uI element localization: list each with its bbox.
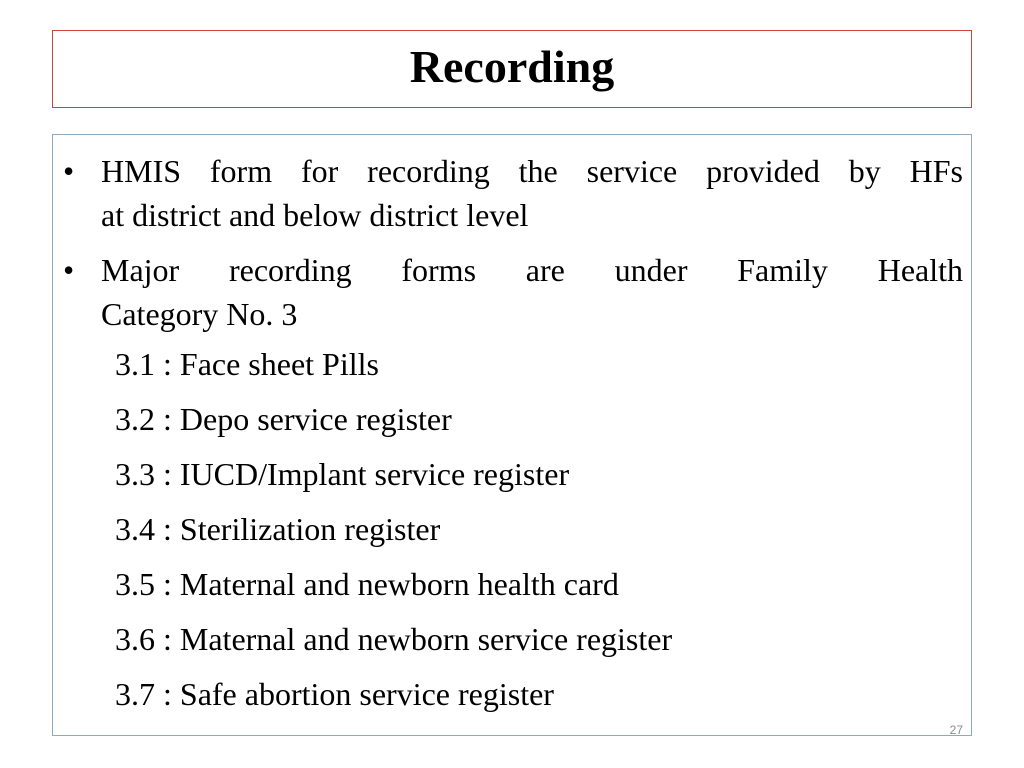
bullet-text-line-1: HMIS form for recording the service provided by HFs (101, 153, 963, 189)
sub-item-list (53, 337, 973, 722)
slide-title: Recording (409, 41, 615, 92)
bullet-text-line-2: Category No. 3 (101, 296, 298, 332)
bullet-text-line-2: at district and below district level (101, 197, 529, 233)
bullet-dot-icon: • (63, 252, 75, 288)
bullet-text-line-1: Major recording forms are under Family Health (101, 252, 963, 288)
sub-item: 3.1 : Face sheet Pills (115, 346, 379, 382)
bullet-item (53, 149, 973, 237)
bullet-list (53, 149, 973, 722)
content-box (52, 134, 972, 736)
bullet-dot-icon: • (63, 153, 75, 189)
sub-item: 3.7 : Safe abortion service register (115, 676, 554, 712)
sub-item: 3.3 : IUCD/Implant service register (115, 456, 570, 492)
sub-item: 3.6 : Maternal and newborn service register (115, 621, 673, 657)
sub-item: 3.5 : Maternal and newborn health card (115, 566, 619, 602)
page-number: 27 (949, 723, 963, 737)
bullet-item (53, 248, 973, 336)
sub-item: 3.2 : Depo service register (115, 401, 452, 437)
sub-item: 3.4 : Sterilization register (115, 511, 441, 547)
title-box (52, 30, 972, 108)
